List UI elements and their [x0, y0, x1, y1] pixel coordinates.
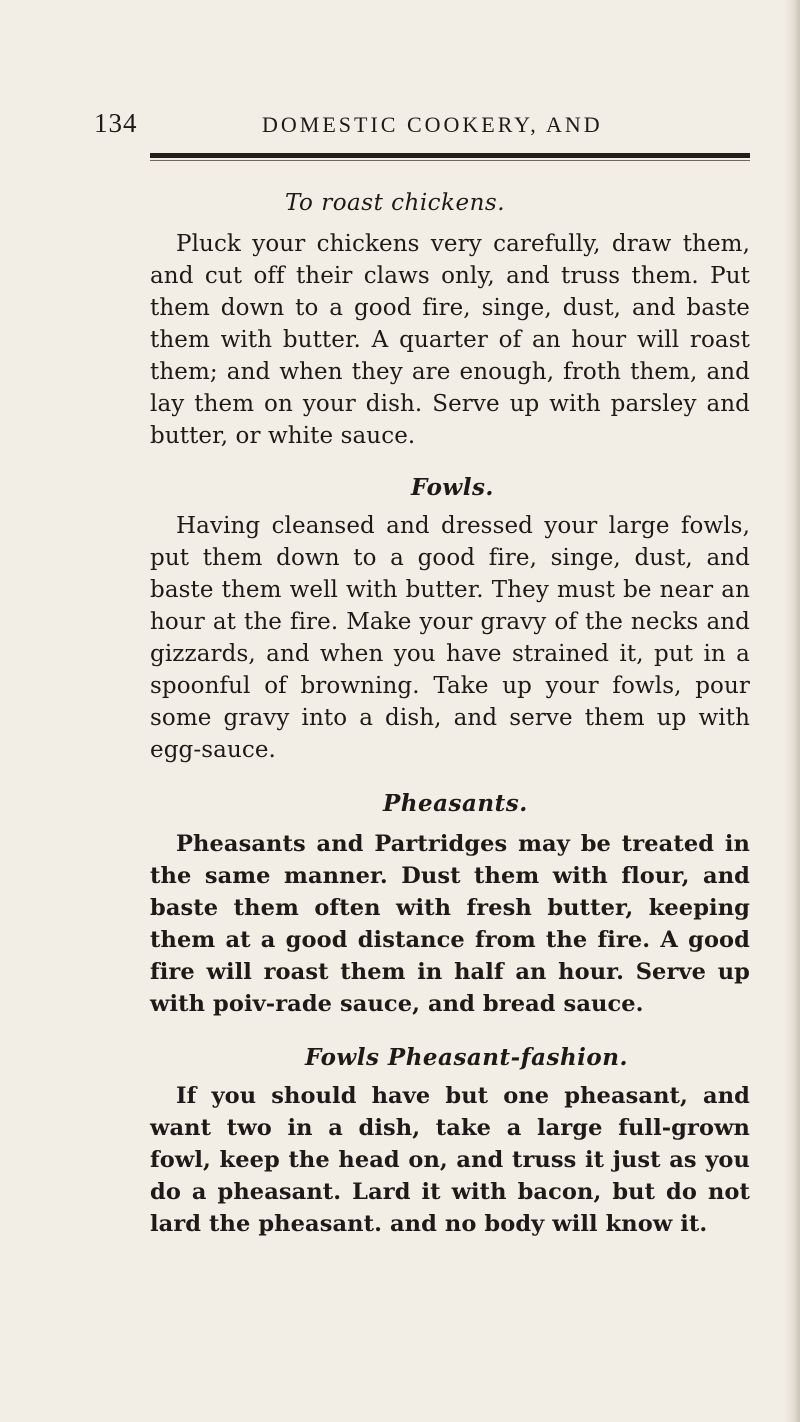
section-title-fowls: Fowls.	[411, 474, 494, 501]
header-rule	[150, 153, 750, 158]
section-title-fowls-pheasant-fashion: Fowls Pheasant-fashion.	[305, 1044, 628, 1071]
section-text-roast-chickens: Pluck your chickens very carefully, draw them, and cut off their claws only, and truss them. Put them down to a good fire, singe, dust, and baste them with butter. A quarter of an hour will roast them; and when they are enough, froth them, and lay them on your dish. Serve up with parsley and butter, or white sauce.	[150, 231, 750, 449]
section-text-pheasants: Pheasants and Partridges may be treated in the same manner. Dust them with flour, and baste them often with fresh butter, keeping them at a good distance from the fire. A good fire will roast them in half an hour. Serve up with poiv-rade sauce, and bread sauce.	[150, 831, 750, 1017]
page-edge-shadow	[784, 0, 800, 1422]
section-title-roast-chickens: To roast chickens.	[285, 190, 506, 216]
section-text-fowls-pheasant-fashion: If you should have but one pheasant, and want two in a dish, take a large full-grown fowl, keep the head on, and truss it just as you do a pheasant. Lard it with bacon, but do not lard the pheasant. and no body will know it.	[150, 1083, 750, 1237]
section-title-pheasants: Pheasants.	[383, 790, 528, 817]
header-rule-thin	[150, 160, 750, 161]
running-head: DOMESTIC COOKERY, AND	[262, 112, 603, 137]
section-text-fowls: Having cleansed and dressed your large fowls, put them down to a good fire, singe, dust, and baste them well with butter. They must be near an hour at the fire. Make your gravy of the necks and gizzards, and when you have strained it, put in a spoonful of browning. Take up your fowls, pour some gravy into a dish, and serve them up with egg-sauce.	[150, 513, 750, 763]
page-number: 134	[94, 108, 138, 138]
page-header	[94, 108, 754, 144]
